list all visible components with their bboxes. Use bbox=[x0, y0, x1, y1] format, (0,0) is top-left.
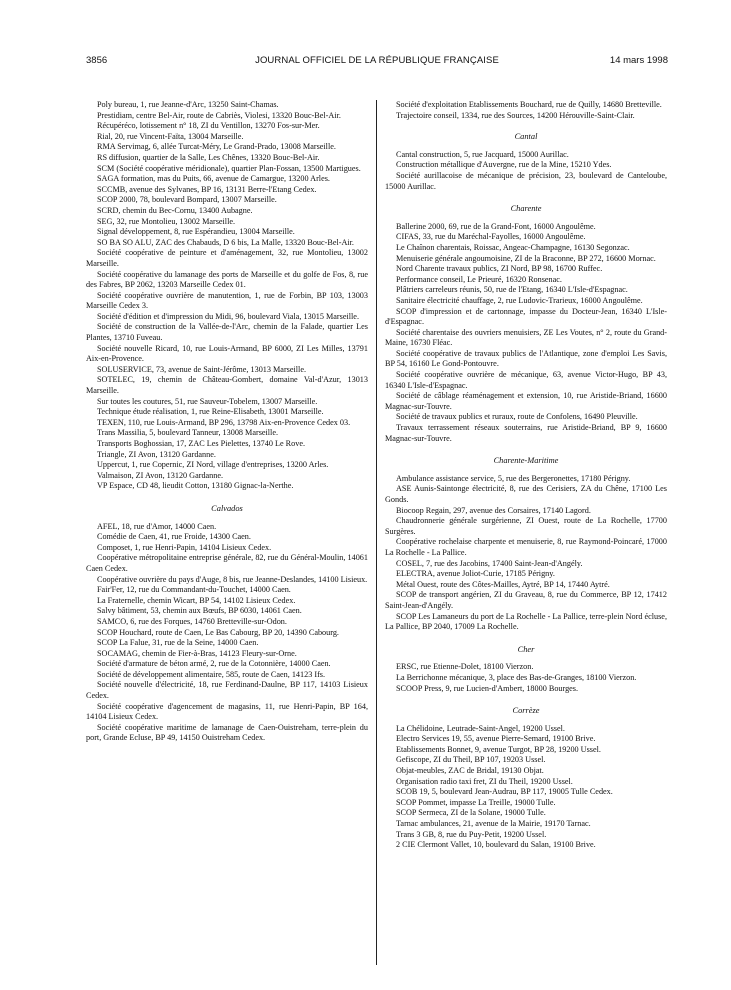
entry-list-calvados-continued bbox=[385, 100, 667, 121]
directory-entry: SCOP Pommet, impasse La Treille, 19000 Tulle. bbox=[396, 797, 556, 807]
directory-entry: Transports Boghossian, 17, ZAC Les Pielettes, 13740 Le Rove. bbox=[97, 439, 306, 448]
directory-entry: TEXEN, 110, rue Louis-Armand, BP 296, 13798 Aix-en-Provence Cedex 03. bbox=[97, 417, 351, 427]
directory-entry: SAMCO, 6, rue des Forques, 14760 Bretteville-sur-Odon. bbox=[97, 616, 287, 626]
directory-entry: AFEL, 18, rue d'Amor, 14000 Caen. bbox=[97, 521, 217, 531]
entry-list-charente-maritime bbox=[385, 474, 667, 633]
directory-entry: Uppercut, 1, rue Copernic, ZI Nord, village d'entreprises, 13200 Arles. bbox=[97, 460, 329, 470]
directory-entry: RS diffusion, quartier de la Salle, Les Chênes, 13320 Bouc-Bel-Air. bbox=[97, 152, 320, 162]
directory-entry: Fair'Fer, 12, rue du Commandant-du-Touchet, 14000 Caen. bbox=[97, 585, 291, 595]
directory-entry: SCCMB, avenue des Sylvanes, BP 16, 13131 Berre-l'Etang Cedex. bbox=[97, 184, 317, 194]
directory-entry: ELECTRA, avenue Joliot-Curie, 17185 Périgny. bbox=[396, 569, 555, 579]
directory-entry: Sanitaire électricité chauffage, 2, rue Ludovic-Trarieux, 16000 Angoulême. bbox=[396, 295, 643, 305]
directory-entry: Menuiserie générale angoumoisine, ZI de la Braconne, BP 272, 16600 Mornac. bbox=[396, 253, 656, 263]
directory-entry: Le Chaînon charentais, Roissac, Angeac-Champagne, 16130 Segonzac. bbox=[396, 242, 630, 252]
directory-entry: SCOOP Press, 9, rue Lucien-d'Ambert, 18000 Bourges. bbox=[396, 683, 579, 693]
directory-entry: Organisation radio taxi fret, ZI du Theil, 19200 Ussel. bbox=[396, 776, 573, 786]
directory-entry: Métal Ouest, route des Côtes-Mailles, Aytré, BP 14, 17440 Aytré. bbox=[396, 579, 610, 589]
section-heading-correze: Corrèze bbox=[512, 706, 540, 716]
directory-entry: Société coopérative maritime de lamanage de Caen-Ouistreham, terre-plein du port, Grande Ecluse, BP 49, 14150 Ouistreham Cedex. bbox=[86, 722, 368, 743]
directory-entry: Chaudronnerie générale surgérienne, ZI Ouest, route de La Rochelle, 17700 Surgères. bbox=[385, 516, 667, 536]
directory-entry: RMA Servimag, 6, allée Turcat-Méry, Le Grand-Prado, 13008 Marseille. bbox=[97, 142, 336, 152]
directory-entry: Ballerine 2000, 69, rue de la Grand-Font, 16000 Angoulême. bbox=[396, 221, 596, 231]
directory-entry: Société coopérative ouvrière de mécanique, 63, avenue Victor-Hugo, BP 43, 16340 L'Isle-d'Espagnac. bbox=[385, 370, 667, 390]
directory-entry: Trans Massilia, 5, boulevard Tanneur, 13008 Marseille. bbox=[97, 428, 279, 438]
directory-entry: Prestidiam, centre Bel-Air, route de Cabriès, Violesi, 13320 Bouc-Bel-Air. bbox=[97, 110, 341, 120]
directory-entry: Société coopérative ouvrière de manutention, 1, rue de Forbin, BP 103, 13003 Marseille Cedex 3. bbox=[86, 290, 368, 311]
issue-date: 14 mars 1998 bbox=[609, 55, 668, 66]
directory-entry: La Fraternelle, chemin Wicart, BP 54, 14102 Lisieux Cedex. bbox=[97, 595, 296, 605]
entry-list-charente bbox=[385, 222, 667, 444]
directory-entry: SAGA formation, mas du Puits, 66, avenue de Camargue, 13200 Arles. bbox=[97, 174, 330, 184]
directory-entry: Salvy bâtiment, 53, chemin aux Bœufs, BP 6030, 14061 Caen. bbox=[97, 606, 302, 616]
directory-entry: Objat-meubles, ZAC de Bridal, 19130 Objat. bbox=[396, 766, 544, 776]
left-column bbox=[86, 100, 368, 744]
directory-entry: La Berrichonne mécanique, 3, place des Bas-de-Granges, 18100 Vierzon. bbox=[396, 672, 637, 682]
directory-entry: Plâtriers carreleurs réunis, 50, rue de l'Etang, 16340 L'Isle-d'Espagnac. bbox=[396, 285, 628, 295]
directory-entry: SCM (Société coopérative méridionale), quartier Plan-Fossan, 13500 Martigues. bbox=[97, 163, 361, 173]
entry-list-calvados bbox=[86, 522, 368, 744]
journal-title: JOURNAL OFFICIEL DE LA RÉPUBLIQUE FRANÇAISE bbox=[255, 55, 499, 66]
directory-entry: Valmaison, ZI Avon, 13120 Gardanne. bbox=[97, 470, 224, 480]
directory-entry: Composet, 1, rue Henri-Papin, 14104 Lisieux Cedex. bbox=[97, 542, 272, 552]
entry-list-cantal bbox=[385, 150, 667, 192]
directory-entry: Société de travaux publics et ruraux, route de Confolens, 16490 Pleuville. bbox=[396, 412, 638, 422]
directory-entry: Coopérative rochelaise charpente et menuiserie, 8, rue Raymond-Poincaré, 17000 La Rochelle - La Pallice. bbox=[385, 537, 667, 557]
section-heading-charente-maritime: Charente-Maritime bbox=[493, 456, 559, 466]
directory-entry: Société coopérative d'agencement de magasins, 11, rue Henri-Papin, BP 164, 14104 Lisieux Cedex. bbox=[86, 701, 368, 722]
directory-entry: SCOP Les Lamaneurs du port de La Rochelle - La Pallice, terre-plein Nord écluse, La Pallice, BP 2040, 17009 La Rochelle. bbox=[385, 611, 667, 632]
directory-entry: SCOP d'impression et de cartonnage, impasse du Docteur-Jean, 16340 L'Isle-d'Espagnac. bbox=[385, 306, 667, 327]
directory-entry: Société coopérative du lamanage des ports de Marseille et du golfe de Fos, 8, rue des Fabres, BP 2062, 13203 Marseille Cedex 01. bbox=[86, 269, 368, 290]
directory-entry: SCOP 2000, 78, boulevard Bompard, 13007 Marseille. bbox=[97, 195, 277, 205]
directory-entry: SOTELEC, 19, chemin de Château-Gombert, domaine Val-d'Azur, 13013 Marseille. bbox=[86, 375, 368, 396]
directory-entry: Nord Charente travaux publics, ZI Nord, BP 98, 16700 Ruffec. bbox=[396, 264, 603, 274]
directory-entry: CIFAS, 33, rue du Maréchal-Fayolles, 16000 Angoulême. bbox=[396, 232, 586, 242]
directory-entry: Performance conseil, Le Prieuré, 16320 Ronsenac. bbox=[396, 274, 562, 284]
directory-entry: Société aurillacoise de mécanique de précision, 23, boulevard de Canteloube, 15000 Aurillac. bbox=[385, 170, 667, 191]
directory-entry: Société de construction de la Vallée-de-l'Arc, chemin de la Falade, quartier Les Plantes, 13710 Fuveau. bbox=[86, 322, 368, 343]
entry-list-cher bbox=[385, 662, 667, 694]
column-divider bbox=[376, 100, 377, 965]
directory-entry: Construction métallique d'Auvergne, rue de la Mine, 15210 Ydes. bbox=[396, 160, 612, 170]
directory-entry: Etablissements Bonnet, 9, avenue Turgot, BP 28, 19200 Ussel. bbox=[396, 744, 601, 754]
directory-entry: Société coopérative de travaux publics de l'Atlantique, zone d'emploi Les Savis, BP 54, 16160 Le Gond-Pontouvre. bbox=[385, 348, 667, 369]
directory-entry: SO BA SO ALU, ZAC des Chabauds, D 6 bis, La Malle, 13320 Bouc-Bel-Air. bbox=[97, 237, 354, 247]
directory-entry: Rial, 20, rue Vincent-Faïta, 13004 Marseille. bbox=[97, 131, 244, 141]
directory-entry: Cantal construction, 5, rue Jacquard, 15000 Aurillac. bbox=[396, 149, 569, 159]
directory-entry: Société d'exploitation Etablissements Bouchard, rue de Quilly, 14680 Bretteville. bbox=[396, 100, 662, 109]
directory-entry: 2 CIE Clermont Vallet, 10, boulevard du Salan, 19100 Brive. bbox=[396, 840, 596, 850]
directory-entry: SCOB 19, 5, boulevard Jean-Audrau, BP 117, 19005 Tulle Cedex. bbox=[396, 787, 613, 797]
directory-entry: Récupéréco, lotissement n° 18, ZI du Ventillon, 13270 Fos-sur-Mer. bbox=[97, 121, 320, 131]
section-heading-cher: Cher bbox=[517, 644, 535, 654]
directory-entry: Poly bureau, 1, rue Jeanne-d'Arc, 13250 Saint-Chamas. bbox=[97, 100, 279, 109]
directory-entry: ASE Aunis-Saintonge électricité, 8, rue des Cerisiers, ZA du Chêne, 17100 Les Gonds. bbox=[385, 484, 667, 504]
directory-entry: SOLUSERVICE, 73, avenue de Saint-Jérôme, 13013 Marseille. bbox=[97, 364, 306, 374]
entry-list-correze bbox=[385, 724, 667, 851]
directory-entry: Ambulance assistance service, 5, rue des Bergeronettes, 17180 Périgny. bbox=[396, 473, 631, 483]
directory-entry: Coopérative métropolitaine entreprise générale, 82, rue du Général-Moulin, 14061 Caen Cedex. bbox=[86, 553, 368, 573]
right-column bbox=[385, 100, 667, 851]
directory-entry: Société charentaise des ouvriers menuisiers, ZE Les Voutes, n° 2, route du Grand-Maine, 16730 Fléac. bbox=[385, 327, 667, 348]
directory-entry: Trans 3 GB, 8, rue du Puy-Petit, 19200 Ussel. bbox=[396, 829, 547, 839]
directory-entry: SCOP La Falue, 31, rue de la Seine, 14000 Caen. bbox=[97, 638, 259, 648]
directory-entry: SCOP de transport angérien, ZI du Graveau, 8, rue du Commerce, BP 12, 17412 Saint-Jean-d'Angély. bbox=[385, 590, 667, 610]
directory-entry: SOCAMAG, chemin de Fier-à-Bras, 14123 Fleury-sur-Orne. bbox=[97, 648, 297, 658]
directory-entry: Biocoop Regain, 297, avenue des Corsaires, 17140 Lagord. bbox=[396, 505, 591, 515]
directory-entry: SCRD, chemin du Bec-Cornu, 13400 Aubagne. bbox=[97, 205, 253, 215]
directory-entry: VP Espace, CD 48, lieudit Cotton, 13180 Gignac-la-Nerthe. bbox=[97, 481, 294, 491]
directory-entry: Electro Services 19, 55, avenue Pierre-Semard, 19100 Brive. bbox=[396, 734, 596, 744]
directory-entry: Société d'édition et d'impression du Midi, 96, boulevard Viala, 13015 Marseille. bbox=[97, 311, 359, 321]
directory-entry: Comédie de Caen, 41, rue Froide, 14300 Caen. bbox=[97, 532, 251, 542]
directory-entry: Travaux terrassement réseaux souterrains, rue Aristide-Briand, BP 9, 16600 Magnac-sur-Touvre. bbox=[385, 423, 667, 443]
section-heading-charente: Charente bbox=[510, 204, 542, 214]
directory-entry: Société de câblage réaménagement et extension, 10, rue Aristide-Briand, 16600 Magnac-sur-Touvre. bbox=[385, 391, 667, 411]
directory-entry: ERSC, rue Etienne-Dolet, 18100 Vierzon. bbox=[396, 662, 534, 672]
directory-entry: Société coopérative de peinture et d'aménagement, 32, rue Montolieu, 13002 Marseille. bbox=[86, 248, 368, 268]
directory-entry: Société de développement alimentaire, 585, route de Caen, 14123 Ifs. bbox=[97, 669, 326, 679]
directory-entry: La Chélidoine, Leutrade-Saint-Angel, 19200 Ussel. bbox=[396, 723, 565, 733]
section-heading-cantal: Cantal bbox=[514, 132, 538, 142]
directory-entry: Coopérative ouvrière du pays d'Auge, 8 bis, rue Jeanne-Deslandes, 14100 Lisieux. bbox=[97, 574, 368, 584]
directory-entry: Triangle, ZI Avon, 13120 Gardanne. bbox=[97, 449, 216, 459]
entry-list-bouches-du-rhone bbox=[86, 100, 368, 492]
page-number: 3856 bbox=[86, 55, 108, 66]
directory-entry: Sur toutes les coutures, 51, rue Sauveur-Tobelem, 13007 Marseille. bbox=[97, 396, 318, 406]
directory-entry: Société nouvelle Ricard, 10, rue Louis-Armand, BP 6000, ZI Les Milles, 13791 Aix-en-Provence. bbox=[86, 343, 368, 364]
page-header bbox=[86, 55, 668, 69]
directory-entry: Technique étude réalisation, 1, rue Reine-Elisabeth, 13001 Marseille. bbox=[97, 407, 324, 417]
directory-entry: SEG, 32, rue Montolieu, 13002 Marseille. bbox=[97, 216, 236, 226]
directory-entry: Société nouvelle d'électricité, 18, rue Ferdinand-Daulne, BP 117, 14103 Lisieux Cedex. bbox=[86, 680, 368, 701]
directory-entry: Société d'armature de béton armé, 2, rue de la Cotonnière, 14000 Caen. bbox=[97, 659, 331, 669]
directory-entry: Signal développement, 8, rue Espérandieu, 13004 Marseille. bbox=[97, 227, 295, 237]
directory-entry: SCOP Houchard, route de Caen, Le Bas Cabourg, BP 20, 14390 Cabourg. bbox=[97, 627, 339, 637]
directory-entry: SCOP Sermeca, ZI de la Solane, 19000 Tulle. bbox=[396, 808, 546, 818]
directory-entry: COSEL, 7, rue des Jacobins, 17400 Saint-Jean-d'Angély. bbox=[396, 558, 583, 568]
directory-entry: Tarnac ambulances, 21, avenue de la Mairie, 19170 Tarnac. bbox=[396, 819, 591, 829]
directory-entry: Trajectoire conseil, 1334, rue des Sources, 14200 Hérouville-Saint-Clair. bbox=[396, 110, 635, 120]
directory-entry: Gefiscope, ZI du Theil, BP 107, 19203 Ussel. bbox=[396, 755, 546, 765]
section-heading-calvados: Calvados bbox=[211, 503, 243, 513]
